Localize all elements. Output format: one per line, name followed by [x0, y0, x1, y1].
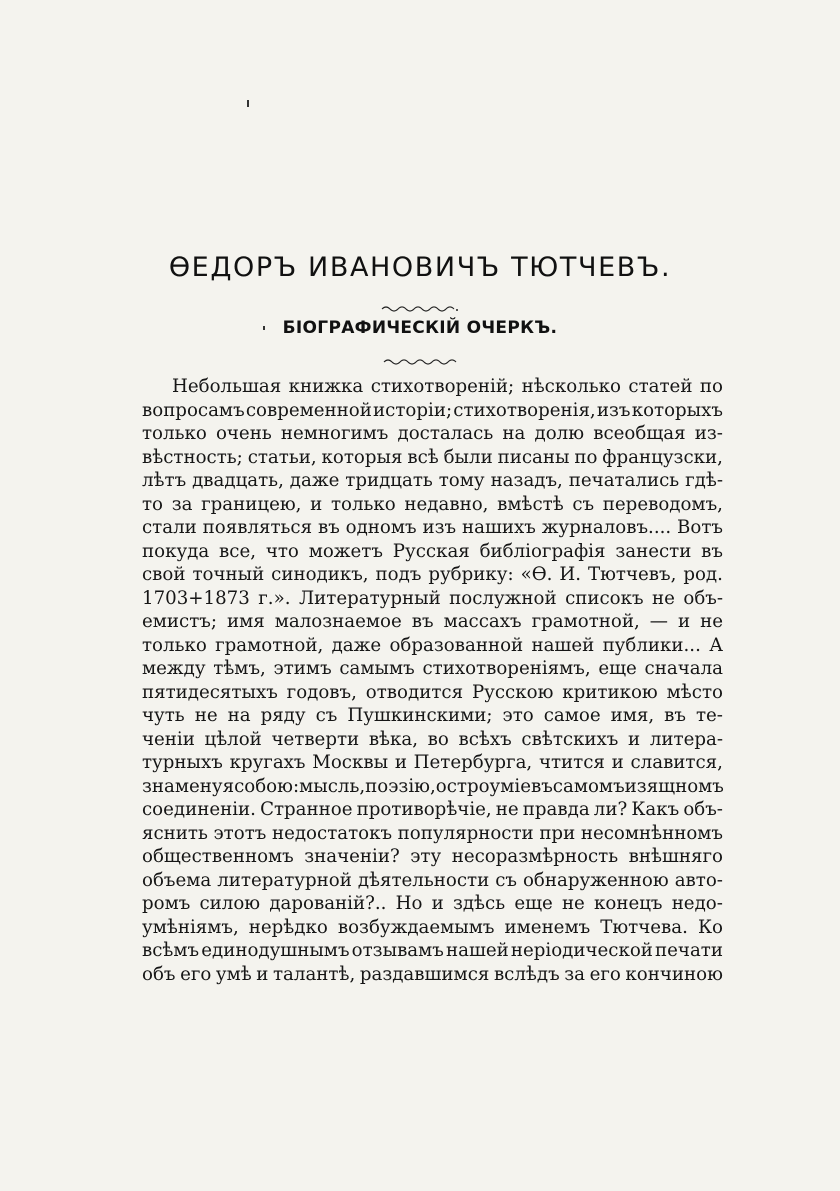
text-line: яснить этотъ недостатокъ популярности при несомнѣнномъ — [142, 822, 723, 844]
text-line: объема литературной дѣятельности съ обнаруженною авто- — [142, 869, 723, 891]
text-line: то за границею, и только недавно, вмѣстѣ съ переводомъ, — [142, 493, 723, 515]
text-line: умѣніямъ, нерѣдко возбуждаемымъ именемъ Тютчева. Ко — [142, 916, 723, 938]
text-line: лѣтъ двадцать, даже тридцать тому назадъ, печатались гдѣ- — [142, 470, 723, 491]
text-line: свой точный синодикъ, подъ рубрику: «Ѳ. И. Тютчевъ, род. — [142, 564, 723, 585]
text-line: Небольшая книжка стихотвореній; нѣсколько статей по — [172, 376, 723, 397]
text-line: вопросамъ современной исторіи; стихотворенія, изъ которыхъ — [142, 399, 723, 421]
text-line: 1703+1873 г.». Литературный послужной списокъ не объ- — [142, 587, 723, 609]
text-line: покуда все, что можетъ Русская библіографія занести въ — [142, 540, 723, 562]
page-title: ѲЕДОРЪ ИВАНОВИЧЪ ТЮТЧЕВЪ. — [168, 252, 672, 283]
text-line: объ его умѣ и талантѣ, раздавшимся вслѣдъ за его кончиною — [142, 963, 723, 985]
text-line: только очень немногимъ досталась на долю всеобщая из- — [142, 423, 723, 444]
text-line: ромъ силою дарованій?.. Но и здѣсь еще не конецъ недо- — [142, 893, 723, 914]
body-text — [142, 375, 723, 986]
text-line: ченіи цѣлой четверти вѣка, во всѣхъ свѣтскихъ и литера- — [142, 728, 723, 750]
text-line: только грамотной, даже образованной нашей публики... А — [142, 634, 723, 656]
ink-speck — [247, 100, 249, 107]
text-line: емистъ; имя малознаемое въ массахъ грамотной, — и не — [142, 611, 723, 632]
text-line: турныхъ кругахъ Москвы и Петербурга, чтится и славится, — [142, 752, 723, 773]
text-line: всѣмъ единодушнымъ отзывамъ нашей неріодической печати — [142, 940, 723, 961]
text-line: пятидесятыхъ годовъ, отводится Русскою критикою мѣсто — [142, 681, 723, 703]
text-line: чуть не на ряду съ Пушкинскими; это самое имя, въ те- — [142, 705, 723, 726]
text-line: общественномъ значеніи? эту несоразмѣрность внѣшняго — [142, 846, 723, 867]
ornamental-rule-top — [0, 297, 840, 316]
text-line: знаменуя собою: мысль, поэзію, остроуміе въ самомъ изящномъ — [142, 775, 724, 797]
page-subtitle: БІОГРАФИЧЕСКІЙ ОЧЕРКЪ. — [282, 318, 558, 338]
text-line: соединеніи. Странное противорѣчіе, не правда ли? Какъ объ- — [142, 799, 723, 820]
text-line: вѣстность; статьи, которыя всѣ были писаны по французски, — [142, 446, 723, 468]
text-line: между тѣмъ, этимъ самымъ стихотвореніямъ, еще сначала — [142, 658, 723, 679]
ornamental-rule-bottom — [0, 350, 840, 369]
text-line: стали появляться въ одномъ изъ нашихъ журналовъ.... Вотъ — [142, 517, 723, 538]
